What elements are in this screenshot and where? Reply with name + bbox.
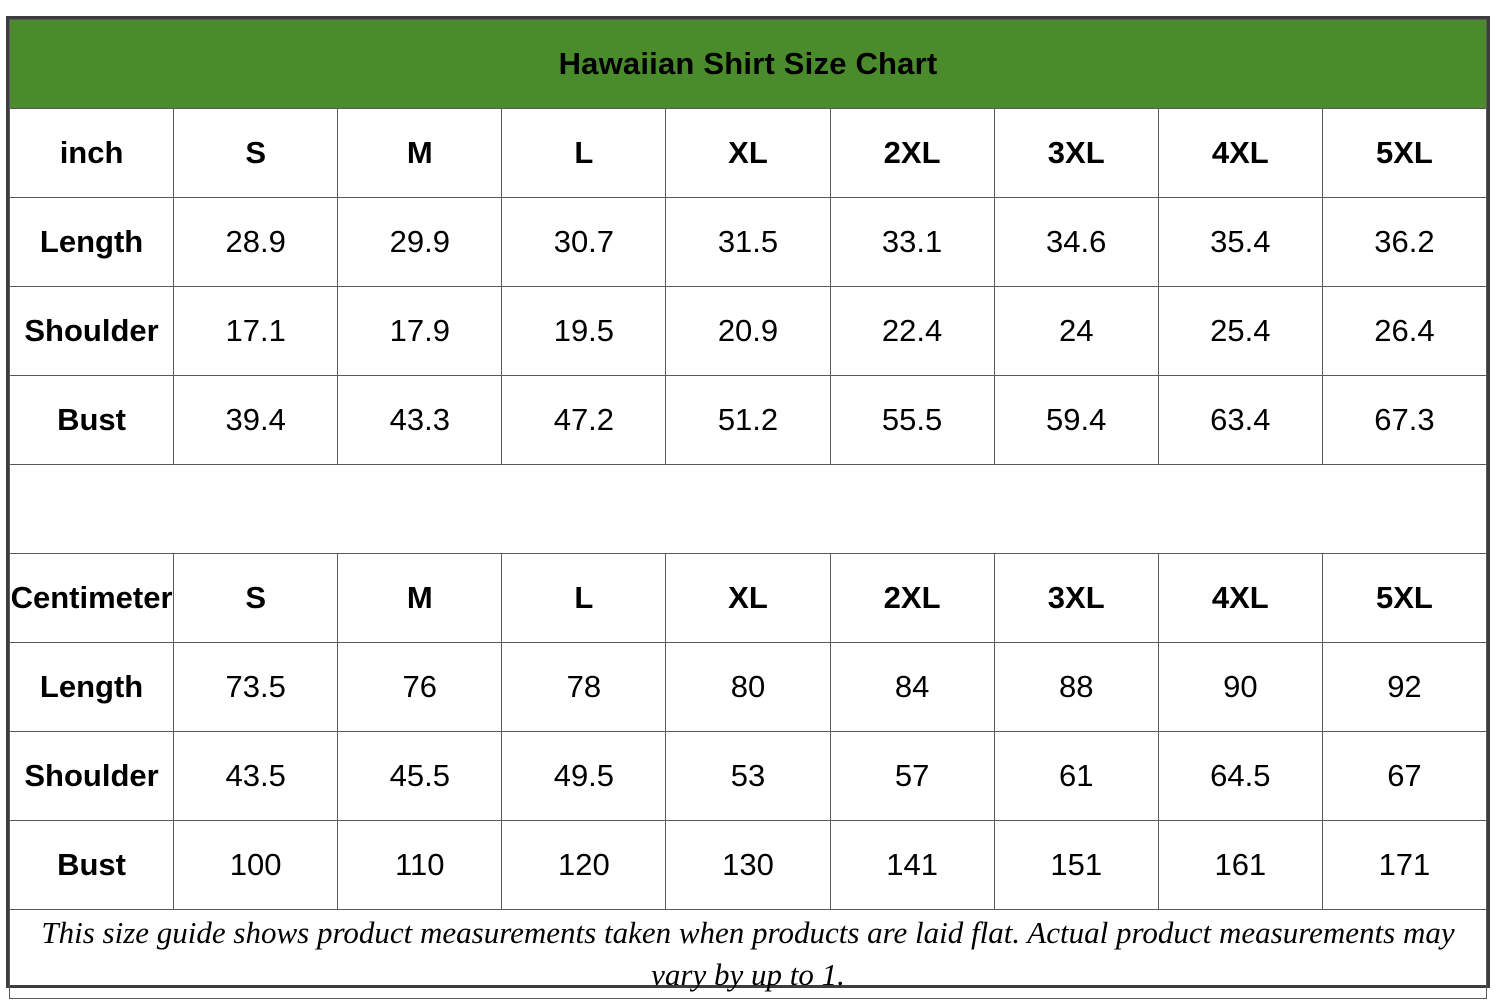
cm-size-s: S	[174, 554, 338, 643]
inch-length-3xl: 34.6	[994, 198, 1158, 287]
inch-shoulder-m: 17.9	[338, 287, 502, 376]
inch-length-label: Length	[10, 198, 174, 287]
inch-unit-label: inch	[10, 109, 174, 198]
inch-bust-5xl: 67.3	[1322, 376, 1486, 465]
table-spacer-row	[10, 465, 1487, 554]
inch-bust-2xl: 55.5	[830, 376, 994, 465]
cm-length-m: 76	[338, 643, 502, 732]
cm-length-3xl: 88	[994, 643, 1158, 732]
cm-unit-label: Centimeter	[10, 554, 174, 643]
inch-shoulder-label: Shoulder	[10, 287, 174, 376]
inch-header-row	[10, 109, 1487, 198]
inch-length-xl: 31.5	[666, 198, 830, 287]
inch-bust-s: 39.4	[174, 376, 338, 465]
inch-length-l: 30.7	[502, 198, 666, 287]
cm-length-5xl: 92	[1322, 643, 1486, 732]
table-row	[10, 198, 1487, 287]
inch-bust-l: 47.2	[502, 376, 666, 465]
size-chart-table	[9, 19, 1487, 999]
inch-size-3xl: 3XL	[994, 109, 1158, 198]
inch-length-5xl: 36.2	[1322, 198, 1486, 287]
cm-bust-xl: 130	[666, 821, 830, 910]
size-guide-note: This size guide shows product measurements taken when products are laid flat. Actual product measurements may vary by up to 1.	[10, 910, 1487, 999]
cm-bust-4xl: 161	[1158, 821, 1322, 910]
inch-size-s: S	[174, 109, 338, 198]
inch-bust-3xl: 59.4	[994, 376, 1158, 465]
title-row	[10, 20, 1487, 109]
inch-size-5xl: 5XL	[1322, 109, 1486, 198]
inch-length-s: 28.9	[174, 198, 338, 287]
cm-bust-3xl: 151	[994, 821, 1158, 910]
inch-length-4xl: 35.4	[1158, 198, 1322, 287]
cm-shoulder-5xl: 67	[1322, 732, 1486, 821]
cm-length-2xl: 84	[830, 643, 994, 732]
cm-bust-l: 120	[502, 821, 666, 910]
cm-shoulder-2xl: 57	[830, 732, 994, 821]
cm-shoulder-s: 43.5	[174, 732, 338, 821]
cm-bust-m: 110	[338, 821, 502, 910]
cm-length-label: Length	[10, 643, 174, 732]
cm-size-l: L	[502, 554, 666, 643]
inch-shoulder-5xl: 26.4	[1322, 287, 1486, 376]
inch-shoulder-2xl: 22.4	[830, 287, 994, 376]
cm-size-5xl: 5XL	[1322, 554, 1486, 643]
inch-bust-m: 43.3	[338, 376, 502, 465]
table-row	[10, 821, 1487, 910]
cm-size-3xl: 3XL	[994, 554, 1158, 643]
inch-size-m: M	[338, 109, 502, 198]
inch-size-4xl: 4XL	[1158, 109, 1322, 198]
cm-shoulder-label: Shoulder	[10, 732, 174, 821]
spacer-cell	[10, 465, 1487, 554]
cm-size-2xl: 2XL	[830, 554, 994, 643]
table-row	[10, 643, 1487, 732]
cm-bust-2xl: 141	[830, 821, 994, 910]
inch-length-m: 29.9	[338, 198, 502, 287]
inch-shoulder-s: 17.1	[174, 287, 338, 376]
inch-bust-xl: 51.2	[666, 376, 830, 465]
inch-size-2xl: 2XL	[830, 109, 994, 198]
cm-length-xl: 80	[666, 643, 830, 732]
note-row	[10, 910, 1487, 999]
cm-shoulder-l: 49.5	[502, 732, 666, 821]
table-row	[10, 376, 1487, 465]
inch-shoulder-l: 19.5	[502, 287, 666, 376]
cm-shoulder-4xl: 64.5	[1158, 732, 1322, 821]
inch-length-2xl: 33.1	[830, 198, 994, 287]
table-row	[10, 732, 1487, 821]
cm-length-l: 78	[502, 643, 666, 732]
size-chart-container	[6, 16, 1490, 992]
table-row	[10, 287, 1487, 376]
cm-bust-s: 100	[174, 821, 338, 910]
cm-shoulder-3xl: 61	[994, 732, 1158, 821]
cm-header-row	[10, 554, 1487, 643]
inch-bust-4xl: 63.4	[1158, 376, 1322, 465]
cm-shoulder-xl: 53	[666, 732, 830, 821]
cm-size-4xl: 4XL	[1158, 554, 1322, 643]
cm-size-xl: XL	[666, 554, 830, 643]
inch-shoulder-4xl: 25.4	[1158, 287, 1322, 376]
inch-shoulder-3xl: 24	[994, 287, 1158, 376]
cm-shoulder-m: 45.5	[338, 732, 502, 821]
cm-length-s: 73.5	[174, 643, 338, 732]
cm-size-m: M	[338, 554, 502, 643]
inch-bust-label: Bust	[10, 376, 174, 465]
inch-size-xl: XL	[666, 109, 830, 198]
inch-size-l: L	[502, 109, 666, 198]
page-title: Hawaiian Shirt Size Chart	[10, 20, 1487, 109]
cm-length-4xl: 90	[1158, 643, 1322, 732]
cm-bust-5xl: 171	[1322, 821, 1486, 910]
cm-bust-label: Bust	[10, 821, 174, 910]
inch-shoulder-xl: 20.9	[666, 287, 830, 376]
